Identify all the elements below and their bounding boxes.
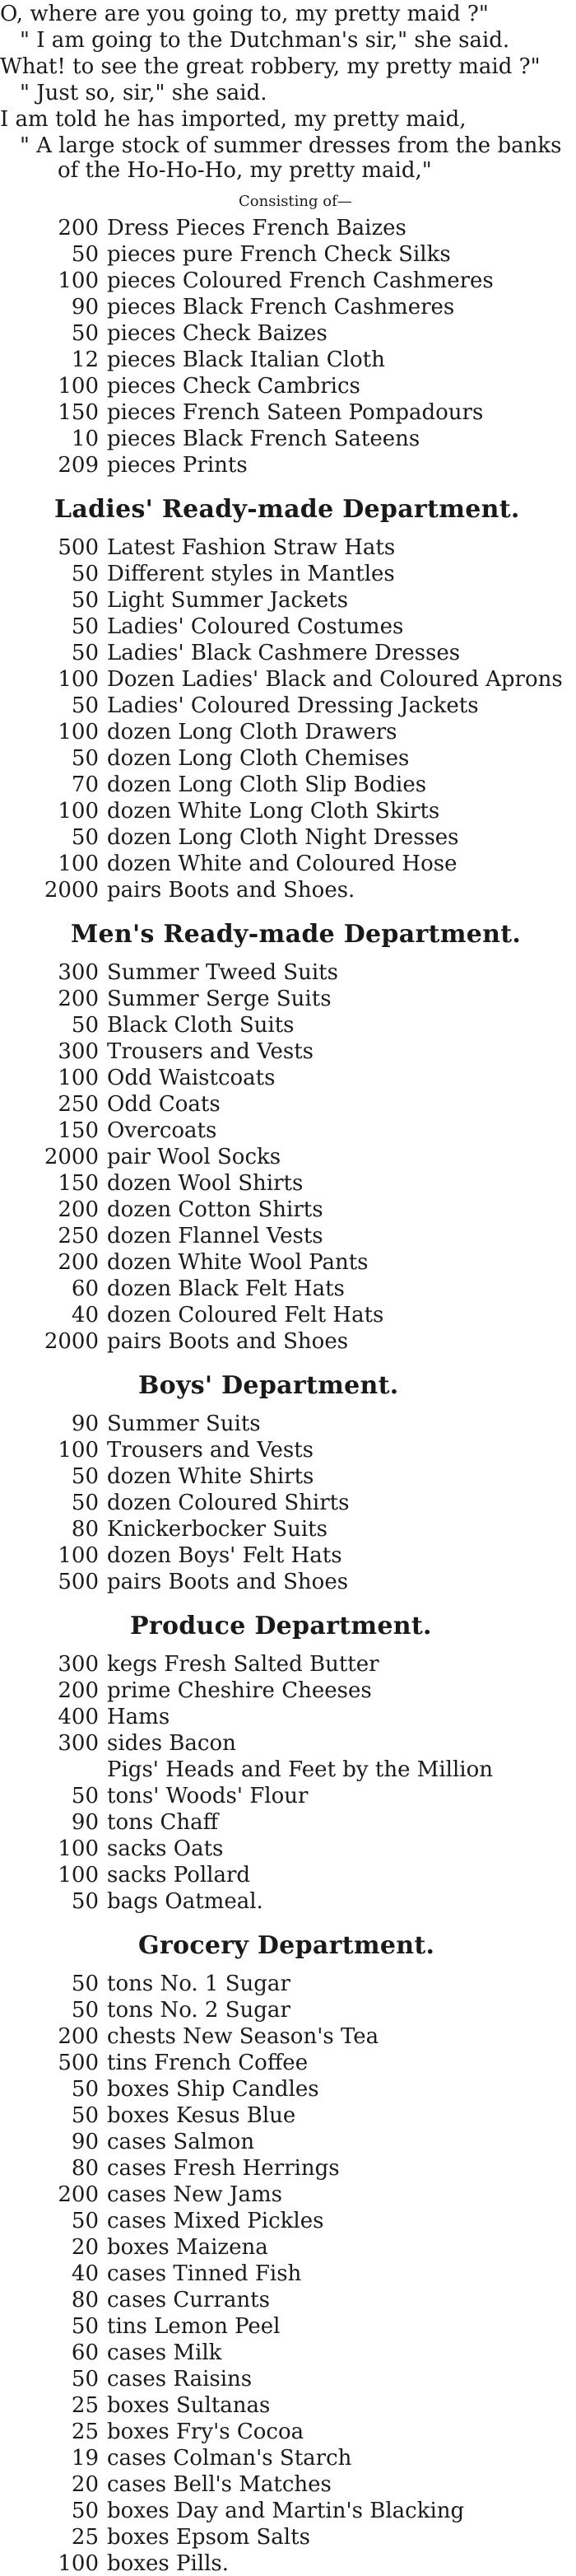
item-description: pieces Black French Sateens [107, 427, 420, 451]
item-quantity: 200 [58, 2024, 99, 2049]
ladies-item [0, 641, 460, 665]
item-quantity: 100 [58, 1543, 99, 1568]
ladies-item [0, 799, 439, 824]
mens-item [0, 1013, 295, 1038]
grocery-item [0, 2288, 270, 2312]
item-quantity: 50 [71, 1013, 99, 1038]
item-quantity: 150 [58, 1118, 99, 1143]
produce-item [0, 1810, 218, 1835]
item-quantity: 90 [71, 1810, 99, 1835]
item-description: dozen Coloured Shirts [107, 1491, 350, 1515]
item-description: cases Bell's Matches [107, 2472, 332, 2497]
grocery-item [0, 2314, 281, 2339]
item-quantity: 50 [71, 614, 99, 639]
item-description: cases Salmon [107, 2130, 255, 2154]
item-description: dozen Flannel Vests [107, 1224, 323, 1248]
item-quantity: 50 [71, 242, 99, 267]
mens-item [0, 1303, 383, 1328]
item-description: Black Cloth Suits [107, 1013, 295, 1038]
item-description: dozen Long Cloth Chemises [107, 746, 410, 771]
item-quantity: 209 [58, 453, 99, 478]
item-quantity: 20 [71, 2472, 99, 2497]
grocery-item [0, 2472, 332, 2497]
item-quantity: 19 [71, 2446, 99, 2471]
item-quantity: 100 [58, 1863, 99, 1888]
drapery-item [0, 400, 483, 425]
item-quantity: 200 [58, 1678, 99, 1703]
produce-item [0, 1678, 372, 1703]
item-description: Trousers and Vests [107, 1039, 314, 1064]
item-quantity: 50 [71, 2209, 99, 2233]
grocery-item [0, 2130, 254, 2154]
item-quantity: 250 [58, 1092, 99, 1117]
item-quantity: 100 [58, 1438, 99, 1463]
item-quantity: 25 [71, 2525, 99, 2550]
item-quantity: 200 [58, 1197, 99, 1222]
item-quantity: 100 [58, 2551, 99, 2576]
item-quantity: 50 [71, 2077, 99, 2102]
produce-item [0, 1784, 308, 1808]
produce-item [0, 1889, 263, 1914]
item-quantity: 200 [58, 216, 99, 240]
grocery-item [0, 2182, 282, 2207]
ladies-item [0, 746, 409, 771]
item-quantity: 50 [71, 746, 99, 771]
item-quantity: 300 [58, 1039, 99, 1064]
item-quantity: 2000 [44, 1145, 99, 1169]
item-quantity: 50 [71, 321, 99, 346]
ladies-item [0, 878, 355, 903]
grocery-item [0, 2261, 301, 2286]
item-description: dozen Long Cloth Drawers [107, 720, 397, 744]
item-description: Odd Coats [107, 1092, 221, 1117]
boys-item [0, 1491, 349, 1515]
mens-item [0, 987, 332, 1011]
item-description: cases Milk [107, 2340, 222, 2365]
mens-item [0, 1145, 281, 1169]
mens-item [0, 1224, 323, 1248]
item-quantity: 40 [71, 1303, 99, 1328]
item-description: Ladies' Coloured Costumes [107, 614, 404, 639]
item-quantity: 200 [58, 1250, 99, 1275]
item-description: tons' Woods' Flour [107, 1784, 309, 1808]
produce-item [0, 1731, 236, 1756]
intro-line: " I am going to the Dutchman's sir," she said. [20, 28, 510, 53]
item-quantity: 400 [58, 1705, 99, 1729]
produce-item [0, 1757, 493, 1782]
item-description: boxes Ship Candles [107, 2077, 319, 2102]
item-quantity: 2000 [44, 1329, 99, 1354]
drapery-item [0, 427, 420, 451]
item-description: tons No. 2 Sugar [107, 1998, 290, 2023]
item-description: Hams [107, 1705, 170, 1729]
item-quantity: 100 [58, 799, 99, 824]
produce-item [0, 1863, 250, 1888]
item-quantity: 200 [58, 2182, 99, 2207]
item-description: tins Lemon Peel [107, 2314, 281, 2339]
item-quantity: 50 [71, 2499, 99, 2523]
item-description: dozen White Shirts [107, 1464, 314, 1489]
item-quantity: 50 [71, 2314, 99, 2339]
ladies-item [0, 772, 426, 797]
item-description: boxes Fry's Cocoa [107, 2420, 304, 2444]
mens-item [0, 1329, 348, 1354]
ladies-item [0, 588, 348, 613]
item-description: pieces Black Italian Cloth [107, 348, 385, 372]
item-quantity: 10 [71, 427, 99, 451]
drapery-item [0, 242, 451, 267]
item-description: sacks Oats [107, 1836, 224, 1861]
item-description: tons No. 1 Sugar [107, 1972, 290, 1996]
section-heading: Grocery Department. [138, 1931, 435, 1960]
item-description: pieces Check Cambrics [107, 374, 360, 399]
item-quantity: 150 [58, 1171, 99, 1196]
item-description: dozen White Wool Pants [107, 1250, 369, 1275]
item-quantity: 25 [71, 2393, 99, 2418]
mens-item [0, 1039, 314, 1064]
item-quantity: 300 [58, 1652, 99, 1677]
item-description: bags Oatmeal. [107, 1889, 263, 1914]
section-heading: Produce Department. [130, 1612, 432, 1640]
item-quantity: 50 [71, 1464, 99, 1489]
item-description: dozen Long Cloth Slip Bodies [107, 772, 427, 797]
drapery-item [0, 268, 494, 293]
intro-line: " A large stock of summer dresses from the banks [20, 133, 562, 158]
produce-item [0, 1836, 223, 1861]
item-quantity: 50 [71, 1491, 99, 1515]
item-quantity: 300 [58, 1731, 99, 1756]
drapery-item [0, 348, 385, 372]
grocery-item [0, 2393, 270, 2418]
item-quantity: 50 [71, 2103, 99, 2128]
item-quantity: 50 [71, 2367, 99, 2392]
item-quantity: 100 [58, 852, 99, 876]
item-description: dozen Wool Shirts [107, 1171, 304, 1196]
item-description: sacks Pollard [107, 1863, 251, 1888]
item-quantity: 100 [58, 268, 99, 293]
item-description: Dress Pieces French Baizes [107, 216, 406, 240]
item-description: pieces Prints [107, 453, 248, 478]
intro-line: " Just so, sir," she said. [20, 81, 267, 105]
ladies-item [0, 667, 563, 692]
item-description: sides Bacon [107, 1731, 236, 1756]
produce-item [0, 1705, 170, 1729]
drapery-item [0, 295, 454, 320]
item-description: pair Wool Socks [107, 1145, 281, 1169]
item-description: kegs Fresh Salted Butter [107, 1652, 379, 1677]
item-description: pieces Coloured French Cashmeres [107, 268, 494, 293]
item-quantity: 50 [71, 562, 99, 586]
boys-item [0, 1570, 348, 1594]
mens-item [0, 1250, 368, 1275]
section-heading: Men's Ready-made Department. [71, 920, 522, 949]
item-quantity: 100 [58, 1836, 99, 1861]
item-description: tons Chaff [107, 1810, 219, 1835]
ladies-item [0, 852, 457, 876]
item-description: Trousers and Vests [107, 1438, 314, 1463]
item-description: pieces pure French Check Silks [107, 242, 451, 267]
item-description: dozen Boys' Felt Hats [107, 1543, 342, 1568]
section-heading: Boys' Department. [138, 1371, 399, 1400]
item-quantity: 500 [58, 535, 99, 560]
item-quantity: 60 [71, 1276, 99, 1301]
item-quantity: 70 [71, 772, 99, 797]
ladies-item [0, 825, 459, 850]
item-description: Summer Tweed Suits [107, 960, 338, 985]
item-quantity: 500 [58, 2051, 99, 2075]
boys-item [0, 1543, 342, 1568]
grocery-item [0, 2525, 310, 2550]
item-description: cases Mixed Pickles [107, 2209, 324, 2233]
grocery-item [0, 1998, 290, 2023]
drapery-item [0, 216, 406, 240]
grocery-item [0, 1972, 290, 1996]
item-description: pieces Black French Cashmeres [107, 295, 455, 320]
grocery-item [0, 2156, 340, 2181]
item-description: boxes Epsom Salts [107, 2525, 310, 2550]
drapery-item [0, 321, 327, 346]
boys-item [0, 1438, 314, 1463]
item-quantity: 90 [71, 295, 99, 320]
item-quantity: 2000 [44, 878, 99, 903]
item-description: dozen White and Coloured Hose [107, 852, 458, 876]
section-heading: Ladies' Ready-made Department. [54, 495, 520, 524]
item-description: chests New Season's Tea [107, 2024, 379, 2049]
item-quantity: 500 [58, 1570, 99, 1594]
item-description: pairs Boots and Shoes. [107, 878, 355, 903]
intro-line: of the Ho-Ho-Ho, my pretty maid," [58, 158, 432, 183]
item-quantity: 50 [71, 825, 99, 850]
item-description: dozen Long Cloth Night Dresses [107, 825, 459, 850]
item-quantity: 80 [71, 2288, 99, 2312]
item-description: prime Cheshire Cheeses [107, 1678, 372, 1703]
item-quantity: 50 [71, 1972, 99, 1996]
item-quantity: 100 [58, 374, 99, 399]
item-quantity: 50 [71, 693, 99, 718]
grocery-item [0, 2077, 319, 2102]
item-description: Knickerbocker Suits [107, 1517, 327, 1542]
mens-item [0, 960, 338, 985]
item-description: Summer Suits [107, 1412, 261, 1436]
item-description: tins French Coffee [107, 2051, 309, 2075]
grocery-item [0, 2499, 464, 2523]
grocery-item [0, 2340, 221, 2365]
mens-item [0, 1171, 303, 1196]
item-quantity: 150 [58, 400, 99, 425]
item-quantity: 12 [71, 348, 99, 372]
item-description: pieces Check Baizes [107, 321, 327, 346]
item-description: Dozen Ladies' Black and Coloured Aprons [107, 667, 563, 692]
item-description: Light Summer Jackets [107, 588, 349, 613]
item-quantity: 200 [58, 987, 99, 1011]
item-description: cases New Jams [107, 2182, 282, 2207]
item-description: Ladies' Coloured Dressing Jackets [107, 693, 479, 718]
ladies-item [0, 720, 397, 744]
intro-line: What! to see the great robbery, my pretty maid ?" [0, 54, 541, 79]
item-description: dozen Coloured Felt Hats [107, 1303, 384, 1328]
item-quantity: 60 [71, 2340, 99, 2365]
item-description: boxes Day and Martin's Blacking [107, 2499, 465, 2523]
drapery-item [0, 453, 248, 478]
mens-item [0, 1197, 323, 1222]
consisting-label: Consisting of— [239, 193, 352, 210]
item-description: Latest Fashion Straw Hats [107, 535, 396, 560]
item-description: pairs Boots and Shoes [107, 1570, 349, 1594]
ladies-item [0, 535, 395, 560]
item-quantity: 100 [58, 1066, 99, 1090]
item-quantity: 90 [71, 1412, 99, 1436]
item-description: cases Raisins [107, 2367, 253, 2392]
grocery-item [0, 2446, 351, 2471]
item-quantity: 25 [71, 2420, 99, 2444]
item-description: pairs Boots and Shoes [107, 1329, 349, 1354]
item-description: dozen Cotton Shirts [107, 1197, 323, 1222]
boys-item [0, 1412, 261, 1436]
item-description: Different styles in Mantles [107, 562, 395, 586]
item-description: boxes Kesus Blue [107, 2103, 296, 2128]
mens-item [0, 1092, 221, 1117]
mens-item [0, 1276, 345, 1301]
grocery-item [0, 2024, 379, 2049]
item-quantity: 40 [71, 2261, 99, 2286]
item-description: Overcoats [107, 1118, 217, 1143]
drapery-item [0, 374, 360, 399]
item-description: cases Colman's Starch [107, 2446, 352, 2471]
item-description: cases Tinned Fish [107, 2261, 302, 2286]
grocery-item [0, 2420, 304, 2444]
item-description: boxes Maizena [107, 2235, 268, 2260]
grocery-item [0, 2551, 229, 2576]
item-quantity: 90 [71, 2130, 99, 2154]
item-quantity: 20 [71, 2235, 99, 2260]
boys-item [0, 1464, 314, 1489]
item-description: cases Currants [107, 2288, 270, 2312]
item-quantity: 50 [71, 1784, 99, 1808]
item-quantity: 100 [58, 720, 99, 744]
grocery-item [0, 2367, 252, 2392]
item-description: dozen White Long Cloth Skirts [107, 799, 440, 824]
item-quantity: 100 [58, 667, 99, 692]
grocery-item [0, 2051, 308, 2075]
produce-item [0, 1652, 379, 1677]
ladies-item [0, 693, 479, 718]
mens-item [0, 1118, 216, 1143]
boys-item [0, 1517, 327, 1542]
intro-line: I am told he has imported, my pretty maid, [0, 107, 467, 132]
grocery-item [0, 2235, 268, 2260]
item-quantity: 80 [71, 2156, 99, 2181]
item-quantity: 50 [71, 1889, 99, 1914]
item-quantity: 50 [71, 641, 99, 665]
item-description: boxes Pills. [107, 2551, 230, 2576]
item-quantity: 50 [71, 1998, 99, 2023]
intro-line: O, where are you going to, my pretty maid ?" [0, 2, 489, 26]
ladies-item [0, 562, 395, 586]
item-quantity: 50 [71, 588, 99, 613]
item-description: boxes Sultanas [107, 2393, 271, 2418]
item-description: Ladies' Black Cashmere Dresses [107, 641, 461, 665]
ladies-item [0, 614, 403, 639]
item-description: Summer Serge Suits [107, 987, 332, 1011]
item-quantity: 250 [58, 1224, 99, 1248]
item-description: Odd Waistcoats [107, 1066, 276, 1090]
item-description: cases Fresh Herrings [107, 2156, 340, 2181]
item-quantity: 300 [58, 960, 99, 985]
item-description: Pigs' Heads and Feet by the Million [107, 1757, 494, 1782]
grocery-item [0, 2103, 295, 2128]
mens-item [0, 1066, 275, 1090]
grocery-item [0, 2209, 323, 2233]
item-description: dozen Black Felt Hats [107, 1276, 345, 1301]
item-quantity: 80 [71, 1517, 99, 1542]
item-description: pieces French Sateen Pompadours [107, 400, 484, 425]
